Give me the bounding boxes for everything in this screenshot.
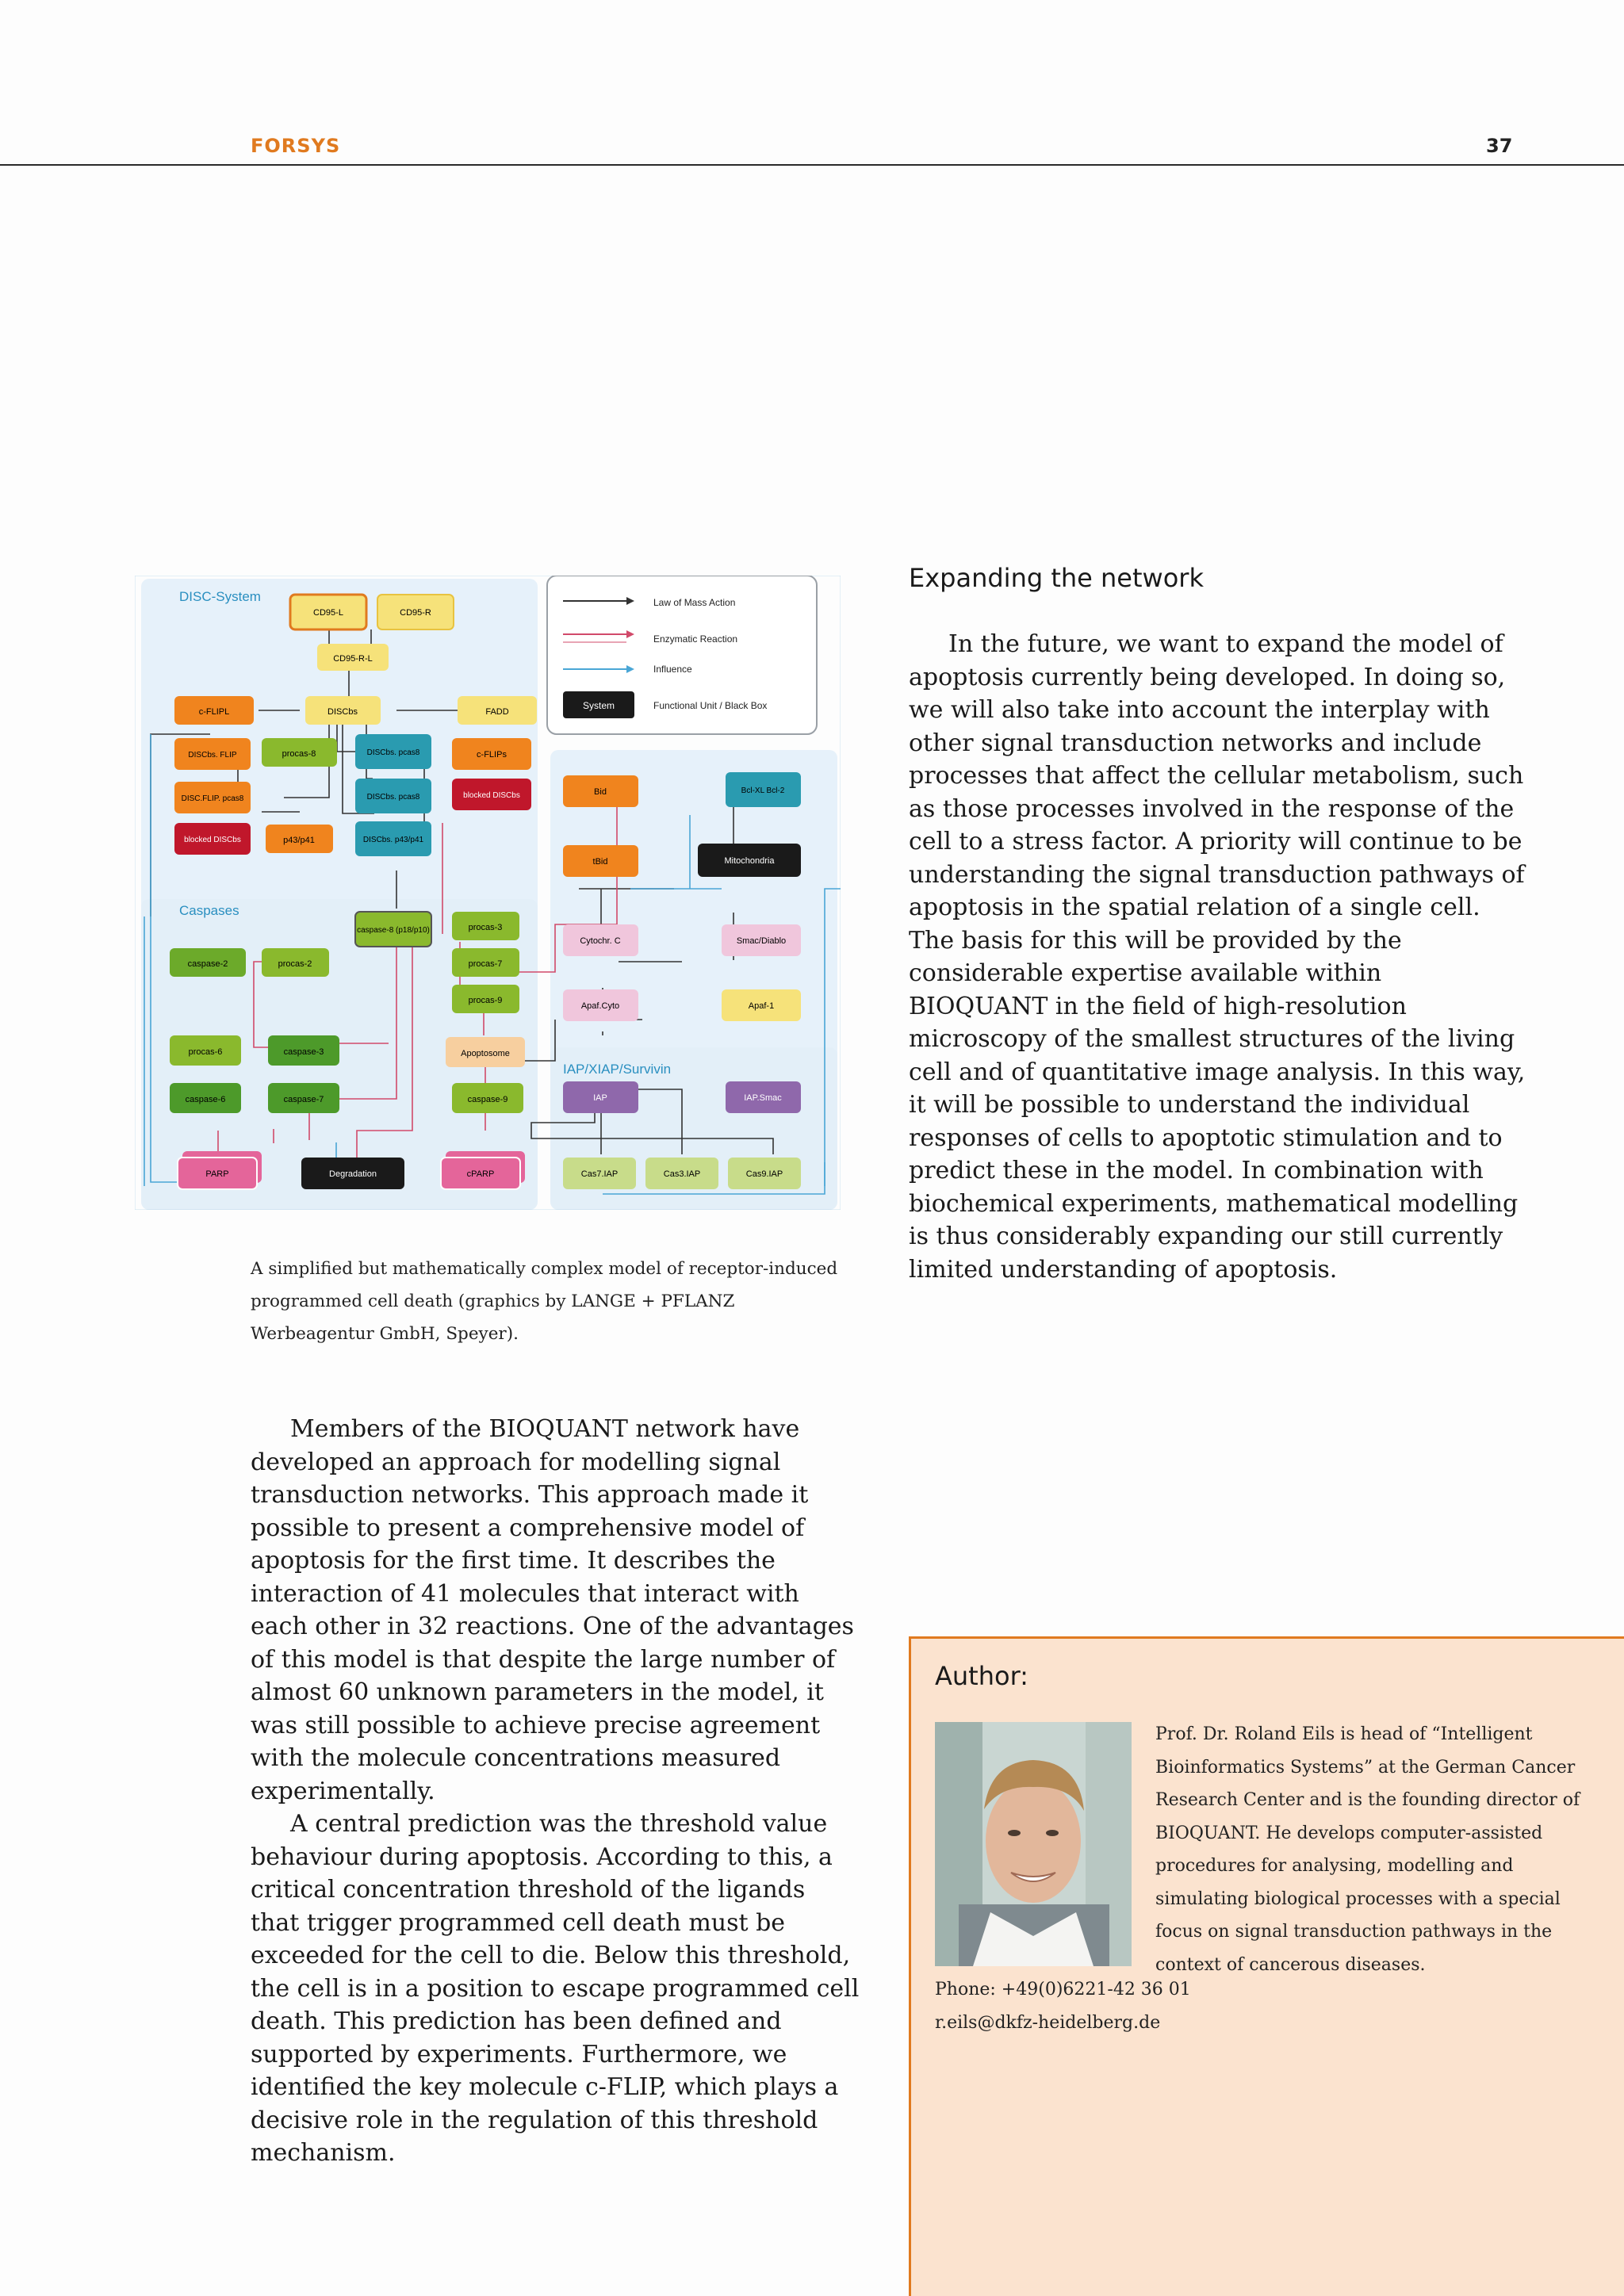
node-bid: Bid <box>594 787 607 797</box>
body-paragraph: In the future, we want to expand the model of apoptosis currently being developed. In doing so, we will also take into account the interplay with other signal transduction networks and include processes that affect the cellular metabolism, such as those processes involved in the response of the cell to a stress factor. A priority will continue to be understanding the signal transduction pathways of apoptosis in the spatial relation of a single cell. The basis for this will be provided by the considerable expertise available within BIOQUANT in the field of high-resolution microscopy of the smallest structures of the living cell and of quantitative image analysis. In this way, it will be possible to understand the individual responses of cells to apoptotic stimulation and to predict these in the model. In combination with biochemical experiments, mathematical modelling is thus considerably expanding our still currently limited understanding of apoptosis. <box>909 630 1526 1284</box>
node-procas7: procas-7 <box>468 959 503 969</box>
page-number: 37 <box>1486 135 1513 157</box>
legend-functional-unit: Functional Unit / Black Box <box>653 700 768 711</box>
figure-caption: A simplified but mathematically complex model of receptor-induced programmed cell death (graphics by LANGE + PFLANZ Werbeagentur GmbH, Speyer). <box>251 1259 838 1344</box>
node-cd95rl: CD95-R-L <box>333 654 373 664</box>
node-cd95r: CD95-R <box>400 608 431 618</box>
node-discbs: DISCbs <box>327 707 358 717</box>
node-fadd: FADD <box>485 707 509 717</box>
node-caspase3: caspase-3 <box>283 1047 324 1057</box>
node-apafcyto: Apaf.Cyto <box>580 1001 620 1011</box>
right-column-body <box>909 628 1527 1286</box>
node-smac: Smac/Diablo <box>736 936 787 946</box>
legend-system: System <box>582 700 615 711</box>
body-paragraph: A central prediction was the threshold value behaviour during apoptosis. According to this, a critical concentration threshold of the ligands that trigger programmed cell death must be exceeded for the cell to die. Below this threshold, the cell is in a position to escape programmed cell death. This prediction has been defined and supported by experiments. Furthermore, we identified the key molecule c-FLIP, which plays a decisive role in the regulation of this threshold mechanism. <box>251 1810 860 2167</box>
node-discbs-p43: DISCbs. p43/p41 <box>362 836 424 844</box>
node-cflips: c-FLIPs <box>477 750 507 760</box>
left-column-body <box>251 1413 861 2170</box>
node-cas9iap: Cas9.IAP <box>745 1169 783 1179</box>
node-tbid: tBid <box>592 857 608 867</box>
node-caspase7: caspase-7 <box>283 1095 324 1104</box>
node-cparp: cPARP <box>466 1169 495 1179</box>
node-caspase9: caspase-9 <box>467 1095 508 1104</box>
node-cytochrome: Cytochr. C <box>580 936 621 946</box>
node-blocked-discbs-2: blocked DISCbs <box>184 836 241 844</box>
node-degradation: Degradation <box>329 1169 377 1179</box>
node-bclxl: Bcl-XL Bcl-2 <box>741 786 785 795</box>
author-box <box>909 1636 1624 2296</box>
node-blocked-discbs: blocked DISCbs <box>463 791 520 800</box>
legend-enzymatic: Enzymatic Reaction <box>653 633 738 645</box>
node-apoptosome: Apoptosome <box>461 1049 510 1058</box>
author-heading: Author: <box>935 1661 1028 1691</box>
node-iap: IAP <box>593 1093 607 1103</box>
node-cas3iap: Cas3.IAP <box>663 1169 701 1179</box>
node-discbs-pcas8b: DISCbs. pcas8 <box>366 793 420 802</box>
node-caspase2: caspase-2 <box>187 959 228 969</box>
node-iapsmac: IAP.Smac <box>744 1093 782 1103</box>
header-rule <box>0 164 1624 166</box>
region-label-caspases: Caspases <box>179 903 239 918</box>
body-paragraph: Members of the BIOQUANT network have developed an approach for modelling signal transduction networks. This approach made it possible to present a comprehensive model of apoptosis for the first time. It describes the interaction of 41 molecules that interact with each other in 32 reactions. One of the advantages of this model is that despite the large number of almost 60 unknown parameters in the model, it was still possible to achieve precise agreement with the molecule concentrations measured experimentally. <box>251 1415 854 1805</box>
node-procas6: procas-6 <box>188 1047 223 1057</box>
node-mitochondria: Mitochondria <box>724 856 775 866</box>
figure-legend <box>547 576 817 734</box>
node-discbs-flip: DISCbs. FLIP <box>188 751 237 760</box>
node-procas3: procas-3 <box>468 923 503 932</box>
node-procas8: procas-8 <box>282 749 316 759</box>
legend-mass-action: Law of Mass Action <box>653 597 736 608</box>
node-p43p41: p43/p41 <box>283 836 315 845</box>
node-parp: PARP <box>205 1169 229 1179</box>
author-email[interactable]: r.eils@dkfz-heidelberg.de <box>935 2012 1161 2033</box>
author-photo <box>935 1722 1132 1966</box>
node-cflipl: c-FLIPL <box>198 707 230 717</box>
node-caspase6: caspase-6 <box>185 1095 226 1104</box>
node-procas2: procas-2 <box>278 959 312 969</box>
node-discbs-pcas8: DISCbs. pcas8 <box>366 748 420 757</box>
section-heading: Expanding the network <box>909 563 1204 593</box>
region-label-disc: DISC-System <box>179 589 261 604</box>
author-bio: Prof. Dr. Roland Eils is head of “Intelligent Bioinformatics Systems” at the German Cancer Research Center and is the founding director of BIOQUANT. He develops computer-assisted procedures for analysing, modelling and simulating biological processes with a special focus on signal transduction pathways in the context of cancerous diseases. <box>1155 1724 1580 1975</box>
node-cd95l: CD95-L <box>313 608 343 618</box>
apoptosis-network-figure <box>135 576 841 1210</box>
author-phone: Phone: +49(0)6221-42 36 01 <box>935 1980 1191 1999</box>
legend-influence: Influence <box>653 664 692 675</box>
author-contact <box>935 1973 1379 2039</box>
node-procas9: procas-9 <box>468 996 503 1005</box>
node-caspase8: caspase-8 (p18/p10) <box>357 926 430 935</box>
node-cas7iap: Cas7.IAP <box>580 1169 619 1179</box>
node-discflip-pcas8: DISC.FLIP. pcas8 <box>181 794 244 803</box>
region-label-iap: IAP/XIAP/Survivin <box>563 1062 672 1077</box>
running-header-section: FORSYS <box>251 135 341 157</box>
node-apaf1: Apaf-1 <box>748 1001 775 1011</box>
